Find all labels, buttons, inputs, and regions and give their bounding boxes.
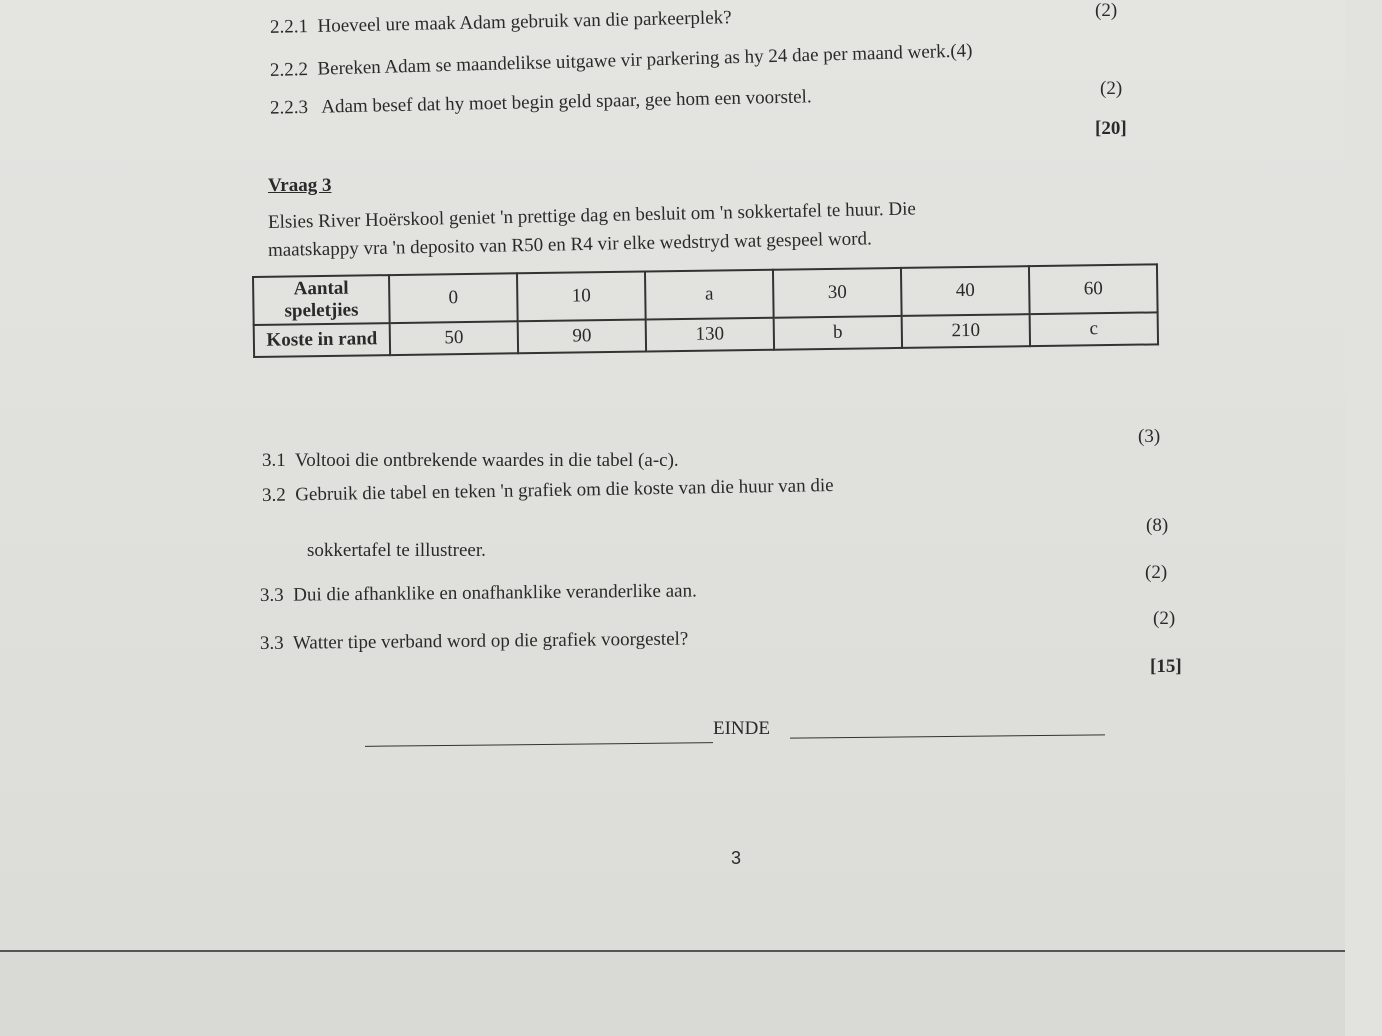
question-3-2-cont: sokkertafel te illustreer. <box>307 540 486 561</box>
data-table <box>252 263 1159 358</box>
cell: 0 <box>389 273 518 323</box>
background-notebook <box>1345 0 1382 1036</box>
cell: 130 <box>646 318 774 352</box>
question-3-3b: 3.3 Watter tipe verband word op die grafiek voorgestel? <box>259 628 689 654</box>
cell: 50 <box>390 321 518 355</box>
question-3-2: 3.2 Gebruik die tabel en teken 'n grafiek om die koste van die huur van die <box>261 475 834 506</box>
section-title: Vraag 3 <box>268 175 332 196</box>
cell: 30 <box>773 268 902 318</box>
cell: 90 <box>518 320 646 354</box>
cell: a <box>645 270 774 320</box>
cell: b <box>774 316 902 350</box>
marks: (3) <box>1138 426 1161 447</box>
cell: 60 <box>1029 264 1158 314</box>
marks: (8) <box>1146 515 1169 536</box>
row-header: Aantal speletjies <box>253 275 390 325</box>
total-marks: [20] <box>1095 118 1127 139</box>
end-label: EINDE <box>713 718 770 739</box>
cell: c <box>1030 312 1158 346</box>
marks: (2) <box>1095 0 1118 21</box>
cell: 40 <box>901 266 1030 316</box>
row-header: Koste in rand <box>254 323 390 357</box>
cell: 210 <box>902 314 1030 348</box>
question-2-2-2: 2.2.2 Bereken Adam se maandelikse uitgawe vir parkering as hy 24 dae per maand werk.(4) <box>269 40 973 81</box>
marks: (2) <box>1100 78 1123 99</box>
question-2-2-1: 2.2.1 Hoeveel ure maak Adam gebruik van die parkeerplek? <box>269 7 732 38</box>
divider <box>365 742 713 747</box>
intro-text: Elsies River Hoërskool geniet 'n prettige dag en besluit om 'n sokkertafel te huur. Die <box>267 198 917 233</box>
question-2-2-3: 2.2.3 Adam besef dat hy moet begin geld spaar, gee hom een voorstel. <box>269 86 812 119</box>
total-marks: [15] <box>1150 656 1182 677</box>
marks: (2) <box>1153 608 1176 629</box>
cell: 10 <box>517 272 646 322</box>
intro-text: maatskappy vra 'n deposito van R50 en R4 vir elke wedstryd wat gespeel word. <box>267 228 872 261</box>
divider <box>790 734 1105 738</box>
question-3-3: 3.3 Dui die afhanklike en onafhanklike veranderlike aan. <box>259 580 697 606</box>
question-3-1: 3.1 Voltooi die ontbrekende waardes in die tabel (a-c). <box>262 450 679 471</box>
marks: (2) <box>1145 562 1168 583</box>
page-number: 3 <box>731 848 742 868</box>
